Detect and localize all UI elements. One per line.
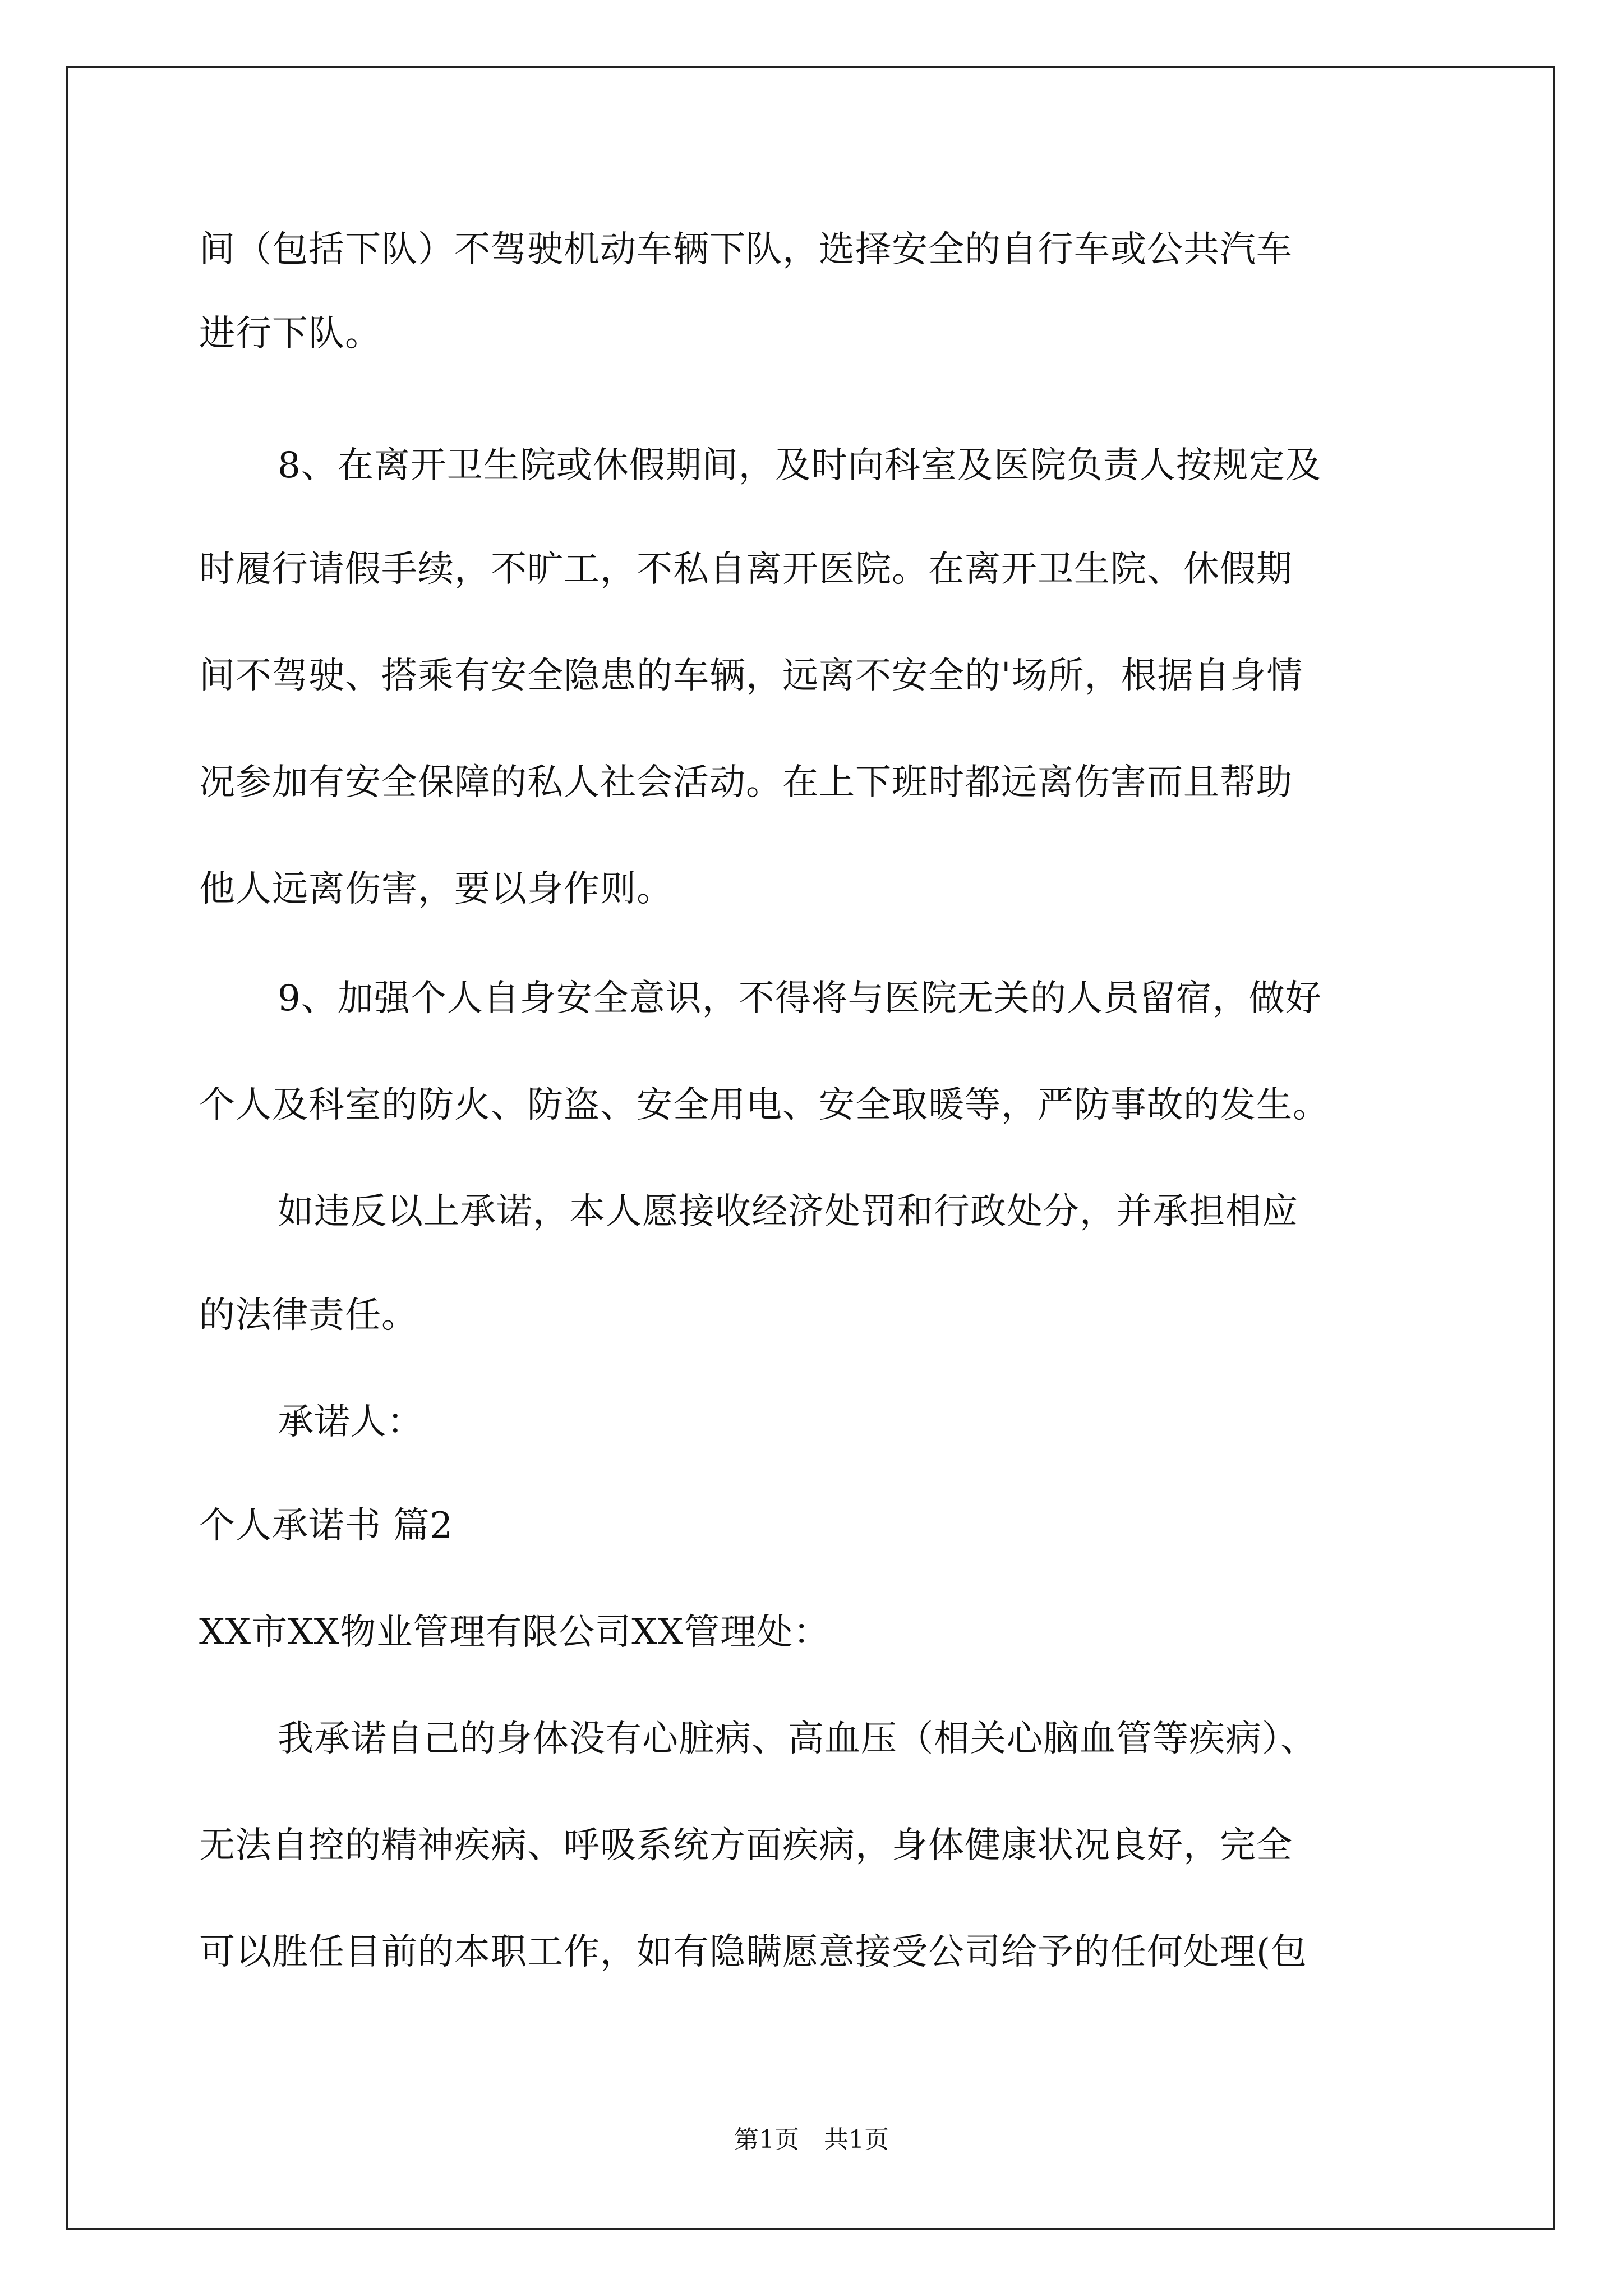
text-line: 间（包括下队）不驾驶机动车辆下队，选择安全的自行车或公共汽车 [199,229,1293,270]
text-line: 无法自控的精神疾病、呼吸系统方面疾病，身体健康状况良好，完全 [199,1825,1293,1866]
text-line: 个人及科室的防火、防盗、安全用电、安全取暖等，严防事故的发生。 [199,1084,1329,1126]
text-line: 时履行请假手续，不旷工，不私自离开医院。在离开卫生院、休假期 [199,549,1293,590]
paragraph-violation: 如违反以上承诺，本人愿接收经济处罚和行政处分，并承担相应 [278,1191,1298,1232]
text-line: 可以胜任目前的本职工作，如有隐瞒愿意接受公司给予的任何处理(包 [199,1931,1307,1973]
section-heading: 个人承诺书 篇2 [199,1505,454,1547]
page-border [66,66,1555,2230]
paragraph-item-9: 9、加强个人自身安全意识，不得将与医院无关的人员留宿，做好 [278,978,1322,1019]
text-line: 他人远离伤害，要以身作则。 [199,868,673,910]
text-line: 况参加有安全保障的私人社会活动。在上下班时都远离伤害而且帮助 [199,762,1293,803]
signature-label: 承诺人： [278,1401,423,1443]
text-line: 间不驾驶、搭乘有安全隐患的车辆，远离不安全的'场所，根据自身情 [199,655,1303,697]
text-line: 的法律责任。 [199,1295,418,1336]
paragraph-item-8: 8、在离开卫生院或休假期间，及时向科室及医院负责人按规定及 [278,445,1322,486]
page-number: 第1页 共1页 [734,2125,889,2154]
addressee: XX市XX物业管理有限公司XX管理处： [199,1612,830,1653]
text-line: 进行下队。 [199,313,381,355]
paragraph-health: 我承诺自己的身体没有心脏病、高血压（相关心脑血管等疾病）、 [278,1718,1317,1760]
